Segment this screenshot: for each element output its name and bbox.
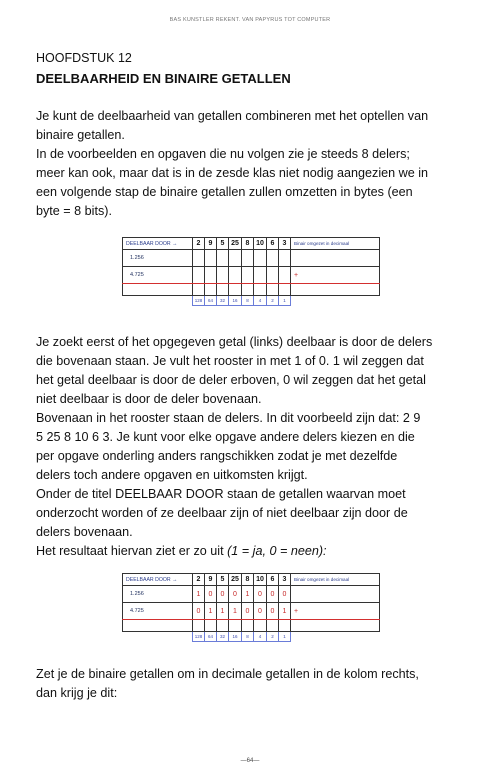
text-line: die bovenaan staan. Je vult het rooster in met 1 of 0. 1 wil zeggen dat <box>36 354 424 368</box>
text-line: Zet je de binaire getallen om in decimale getallen in de kolom rechts, <box>36 667 419 681</box>
weight-cell: 128 <box>193 296 205 306</box>
text-line: delers bovenaan. <box>36 525 133 539</box>
bit-cell: 0 <box>217 586 229 603</box>
text-line: een volgende stap de binaire getallen zullen omzetten in bytes (een <box>36 185 413 199</box>
number-cell: 1.256 <box>123 586 193 603</box>
divisor-cell: 2 <box>193 238 205 250</box>
header-label: DEELBAAR DOOR → <box>123 574 193 586</box>
filled-divisibility-grid <box>122 573 380 642</box>
divisor-cell: 9 <box>205 574 217 586</box>
weight-cell: 64 <box>205 632 217 642</box>
weight-cell: 32 <box>217 632 229 642</box>
bit-cell: 0 <box>254 603 267 620</box>
weight-cell: 32 <box>217 296 229 306</box>
weight-cell: 64 <box>205 296 217 306</box>
number-cell: 4.725 <box>123 267 193 284</box>
weight-cell: 4 <box>254 296 267 306</box>
divisor-cell: 6 <box>267 238 279 250</box>
bit-cell: 1 <box>205 603 217 620</box>
weight-cell: 1 <box>279 632 291 642</box>
text-line: dan krijg je dit: <box>36 686 118 700</box>
section-title: DEELBAARHEID EN BINAIRE GETALLEN <box>36 71 291 86</box>
bit-cell: 1 <box>217 603 229 620</box>
divisor-cell: 6 <box>267 574 279 586</box>
text-line: Je zoekt eerst of het opgegeven getal (links) deelbaar is door de delers <box>36 335 433 349</box>
bit-cell: 0 <box>267 603 279 620</box>
result-line <box>36 542 466 561</box>
text-line: Bovenaan in het rooster staan de delers. In dit voorbeeld zijn dat: 2 9 <box>36 411 421 425</box>
result-legend: (1 = ja, 0 = neen): <box>227 544 327 558</box>
divisor-cell: 10 <box>254 238 267 250</box>
bit-cell: 0 <box>254 586 267 603</box>
divisor-cell: 5 <box>217 238 229 250</box>
weight-cell: 2 <box>267 632 279 642</box>
bit-cell: 0 <box>205 586 217 603</box>
divisor-cell: 25 <box>229 574 242 586</box>
plus-sign: + <box>291 267 380 284</box>
decimal-header: Binair omgezet in decimaal <box>291 238 380 250</box>
weight-cell: 128 <box>193 632 205 642</box>
bit-cell: 1 <box>242 586 254 603</box>
bit-cell: 1 <box>229 603 242 620</box>
text-line: byte = 8 bits). <box>36 204 112 218</box>
divisor-cell: 3 <box>279 574 291 586</box>
text-line: Onder de titel DEELBAAR DOOR staan de getallen waarvan moet <box>36 487 406 501</box>
divisor-cell: 8 <box>242 574 254 586</box>
chapter-label: HOOFDSTUK 12 <box>36 51 132 65</box>
text-line: In de voorbeelden en opgaven die nu volgen zie je steeds 8 delers; <box>36 147 410 161</box>
bit-cell: 0 <box>267 586 279 603</box>
text-line: per opgave onderling anders rangschikken zodat je met dezelfde <box>36 449 398 463</box>
number-cell: 4.725 <box>123 603 193 620</box>
text-line: meer kan ook, maar dat is in de zesde klas niet nodig aangezien we in <box>36 166 429 180</box>
text-line: onderzocht worden of ze deelbaar zijn of niet deelbaar zijn door de <box>36 506 408 520</box>
divisor-cell: 8 <box>242 238 254 250</box>
text-line: binaire getallen. <box>36 128 125 142</box>
weight-cell: 4 <box>254 632 267 642</box>
text-line: 5 25 8 10 6 3. Je kunt voor elke opgave andere delers kiezen en die <box>36 430 415 444</box>
weight-cell: 1 <box>279 296 291 306</box>
bit-cell: 1 <box>279 603 291 620</box>
closing-paragraph <box>36 665 466 703</box>
intro-paragraph <box>36 107 466 221</box>
text-line: Je kunt de deelbaarheid van getallen combineren met het optellen van <box>36 109 429 123</box>
result-text: Het resultaat hiervan ziet er zo uit <box>36 544 228 558</box>
weight-cell: 8 <box>242 296 254 306</box>
divisor-cell: 3 <box>279 238 291 250</box>
text-line: delers toch andere opgaven en uitkomsten krijgt. <box>36 468 308 482</box>
page-number: —64— <box>240 758 260 764</box>
decimal-header: Binair omgezet in decimaal <box>291 574 380 586</box>
empty-divisibility-grid <box>122 237 380 306</box>
bit-cell: 0 <box>193 603 205 620</box>
divisor-cell: 10 <box>254 574 267 586</box>
bit-cell: 0 <box>279 586 291 603</box>
number-cell: 1.256 <box>123 250 193 267</box>
weight-cell: 16 <box>229 632 242 642</box>
header-label: DEELBAAR DOOR → <box>123 238 193 250</box>
explanation-paragraph <box>36 333 466 561</box>
divisor-cell: 9 <box>205 238 217 250</box>
divisor-cell: 2 <box>193 574 205 586</box>
weight-cell: 8 <box>242 632 254 642</box>
divisor-cell: 5 <box>217 574 229 586</box>
text-line: niet deelbaar is door de deler bovenaan. <box>36 392 262 406</box>
divisor-cell: 25 <box>229 238 242 250</box>
running-head: BAS KUNSTLER REKENT. VAN PAPYRUS TOT COMPUTER <box>169 17 331 23</box>
bit-cell: 1 <box>193 586 205 603</box>
text-line: het getal deelbaar is door de deler erboven, 0 wil zeggen dat het getal <box>36 373 426 387</box>
weight-cell: 2 <box>267 296 279 306</box>
bit-cell: 0 <box>242 603 254 620</box>
plus-sign: + <box>291 603 380 620</box>
weight-cell: 16 <box>229 296 242 306</box>
bit-cell: 0 <box>229 586 242 603</box>
